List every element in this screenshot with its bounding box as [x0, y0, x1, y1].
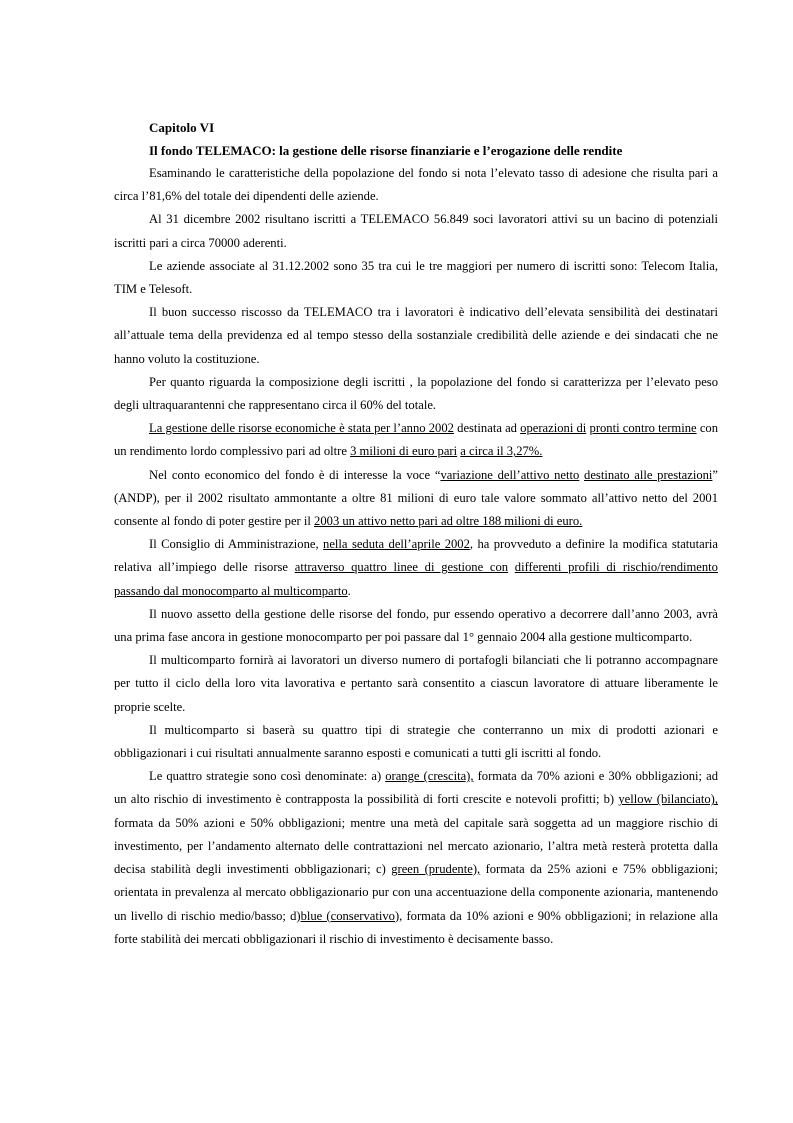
- text-run: formata da 50% azioni e 50% obbligazioni; mentre una metà del capitale sarà soggetta ad un maggiore rischio di investimento, per l’andamento alternato delle contrattazioni nel mercato azionario, l’altra metà resterà protetta dalla decisa stabilità degli investimenti obbligazionari; c): [114, 815, 718, 877]
- text-run: Nel conto economico del fondo è di interesse la voce “: [149, 467, 441, 482]
- text-run: Il buon successo riscosso da TELEMACO tra i lavoratori è indicativo dell’elevata sensibilità dei destinatari all’attuale tema della previdenza ed al tempo stesso della sostanziale credibilità delle aziende e dei sindacati che ne hanno voluto la costituzione.: [114, 305, 718, 366]
- chapter-label: Capitolo VI: [149, 120, 215, 135]
- paragraph: [114, 765, 718, 951]
- text-run: .: [347, 583, 351, 598]
- text-run: Le aziende associate al 31.12.2002 sono 35 tra cui le tre maggiori per numero di iscritti sono: Telecom Italia, TIM e Telesoft.: [114, 258, 718, 297]
- underlined-text: La gestione delle risorse economiche è stata per l’anno 2002: [149, 421, 454, 436]
- text-run: [508, 560, 515, 574]
- underlined-text: nella seduta dell’aprile 2002: [323, 537, 470, 552]
- chapter-title: Il fondo TELEMACO: la gestione delle risorse finanziarie e l’erogazione delle rendite: [149, 143, 623, 158]
- underlined-text: 2003 un attivo netto pari ad oltre 188 milioni di euro.: [314, 514, 583, 529]
- underlined-text: destinato alle prestazioni: [584, 467, 713, 482]
- text-run: Per quanto riguarda la composizione degli iscritti , la popolazione del fondo si caratterizza per l’elevato peso degli ultraquarantenni che rappresentano circa il 60% del totale.: [114, 374, 718, 413]
- text-run: destinata ad: [453, 421, 521, 436]
- document-body: [114, 116, 718, 951]
- underlined-text: differenti profili di rischio/rendimento passando dal monocomparto al multicomparto: [114, 560, 718, 598]
- paragraph: [114, 603, 718, 649]
- text-run: Esaminando le caratteristiche della popolazione del fondo si nota l’elevato tasso di adesione che risulta pari a circa l’81,6% del totale dei dipendenti delle aziende.: [114, 166, 718, 204]
- underlined-text: pronti contro termine: [589, 421, 697, 436]
- underlined-text: attraverso quattro linee di gestione con: [294, 560, 509, 575]
- text-run: Al 31 dicembre 2002 risultano iscritti a TELEMACO 56.849 soci lavoratori attivi su un bacino di potenziali iscritti pari a circa 70000 aderenti.: [114, 212, 718, 250]
- text-run: con un rendimento lordo complessivo pari ad oltre: [114, 421, 718, 459]
- underlined-text: green (prudente),: [391, 862, 481, 877]
- paragraph: [114, 533, 718, 603]
- paragraph-list: [114, 162, 718, 951]
- paragraph: [114, 371, 718, 417]
- text-run: Le quattro strategie sono così denominate: a): [149, 769, 386, 784]
- underlined-text: orange (crescita),: [385, 769, 474, 784]
- paragraph: [114, 417, 718, 463]
- text-run: formata da 70% azioni e 30% obbligazioni; ad un alto rischio di investimento è contrapposta la possibilità di forti crescite e notevoli profitti; b): [114, 769, 718, 807]
- text-run: , ha provveduto a definire la modifica statutaria relativa all’impiego delle risorse: [114, 537, 718, 575]
- paragraph: [114, 162, 718, 208]
- paragraph: [114, 464, 718, 534]
- paragraph: [114, 719, 718, 765]
- underlined-text: variazione dell’attivo netto: [440, 467, 580, 482]
- text-run: Il multicomparto fornirà ai lavoratori un diverso numero di portafogli bilanciati che li potranno accompagnare per tutto il ciclo della loro vita lavorativa e pertanto sarà consentito a ciascun lavoratore di attuare liberamente le proprie scelte.: [114, 653, 718, 714]
- text-run: ” (ANDP), per il 2002 risultato ammontante a oltre 81 milioni di euro tale valore sommato all’attivo netto del 2001 consente al fondo di poter gestire per il: [114, 467, 719, 529]
- paragraph: [114, 649, 718, 719]
- text-run: Il Consiglio di Amministrazione,: [149, 537, 324, 552]
- text-run: formata da 25% azioni e 75% obbligazioni; orientata in prevalenza al mercato obbligazionario pur con una accentuazione della componente azionaria, mantenendo un livello di rischio medio/basso; d): [114, 862, 718, 923]
- underlined-text: yellow (bilanciato),: [618, 792, 718, 807]
- underlined-text: 3 milioni di euro pari: [350, 444, 458, 459]
- paragraph: [114, 301, 718, 371]
- underlined-text: blue (conservativo),: [300, 908, 403, 923]
- text-run: formata da 10% azioni e 90% obbligazioni; in relazione alla forte stabilità dei mercati obbligazionari il rischio di investimento è decisamente basso.: [114, 908, 719, 946]
- paragraph: [114, 255, 718, 301]
- underlined-text: operazioni di: [520, 421, 587, 436]
- paragraph: [114, 208, 718, 254]
- text-run: Il nuovo assetto della gestione delle risorse del fondo, pur essendo operativo a decorrere dall’anno 2003, avrà una prima fase ancora in gestione monocomparto per poi passare dal 1° gennaio 2004 alla gestione multicomparto.: [114, 606, 718, 645]
- text-run: Il multicomparto si baserà su quattro tipi di strategie che conterranno un mix di prodotti azionari e obbligazionari i cui risultati annualmente saranno esposti e comunicati a tutti gli iscritti al fondo.: [114, 722, 718, 761]
- underlined-text: a circa il 3,27%.: [460, 444, 543, 459]
